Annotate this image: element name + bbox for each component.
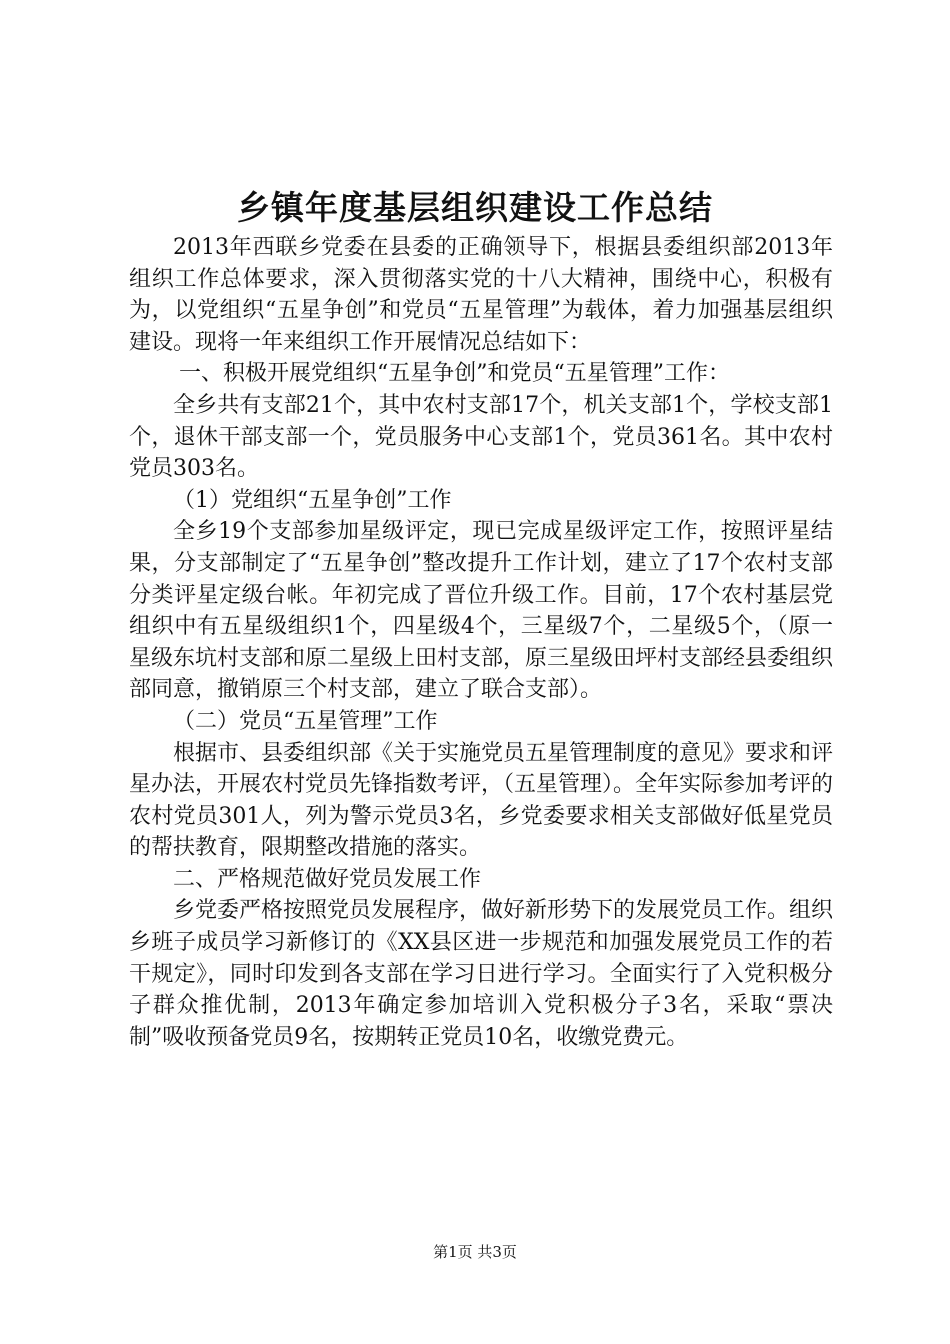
paragraph-member-management: 根据市、县委组织部《关于实施党员五星管理制度的意见》要求和评星办法，开展农村党员先锋指数考评，（五星管理）。全年实际参加考评的农村党员301人，列为警示党员3名，乡党委要求相关支部做好低星党员的帮扶教育，限期整改措施的落实。: [129, 740, 834, 861]
document-body: [129, 232, 833, 1053]
section-heading-1: 一、积极开展党组织“五星争创”和党员“五星管理”工作：: [179, 361, 730, 387]
document-title: 乡镇年度基层组织建设工作总结: [237, 188, 713, 227]
paragraph-intro: 2013年西联乡党委在县委的正确领导下，根据县委组织部2013年组织工作总体要求，深入贯彻落实党的十八大精神，围绕中心，积极有为，以党组织“五星争创”和党员“五星管理”为载体，着力加强基层组织建设。现将一年来组织工作开展情况总结如下：: [129, 235, 833, 355]
subsection-heading-1: （1）党组织“五星争创”工作: [173, 487, 452, 513]
paragraph-branch-overview: 全乡共有支部21个，其中农村支部17个，机关支部1个，学校支部1个，退休干部支部一个，党员服务中心支部1个，党员361名。其中农村党员303名。: [129, 392, 833, 482]
page-footer: 第1页 共3页: [433, 1243, 517, 1261]
paragraph-member-development: 乡党委严格按照党员发展程序，做好新形势下的发展党员工作。组织乡班子成员学习新修订的《XX县区进一步规范和加强发展党员工作的若干规定》，同时印发到各支部在学习日进行学习。全面实行了入党积极分子群众推优制，2013年确定参加培训入党积极分子3名，采取“票决制”吸收预备党员9名，按期转正党员10名，收缴党费元。: [129, 898, 834, 1050]
subsection-heading-2: （二）党员“五星管理”工作: [173, 708, 438, 734]
paragraph-star-rating: 全乡19个支部参加星级评定，现已完成星级评定工作，按照评星结果，分支部制定了“五星争创”整改提升工作计划，建立了17个农村支部分类评星定级台帐。年初完成了晋位升级工作。目前，17个农村基层党组织中有五星级组织1个，四星级4个，三星级7个，二星级5个，（原一星级东坑村支部和原二星级上田村支部，原三星级田坪村支部经县委组织部同意，撤销原三个村支部，建立了联合支部）。: [129, 519, 834, 703]
section-heading-2: 二、严格规范做好党员发展工作: [173, 866, 482, 892]
